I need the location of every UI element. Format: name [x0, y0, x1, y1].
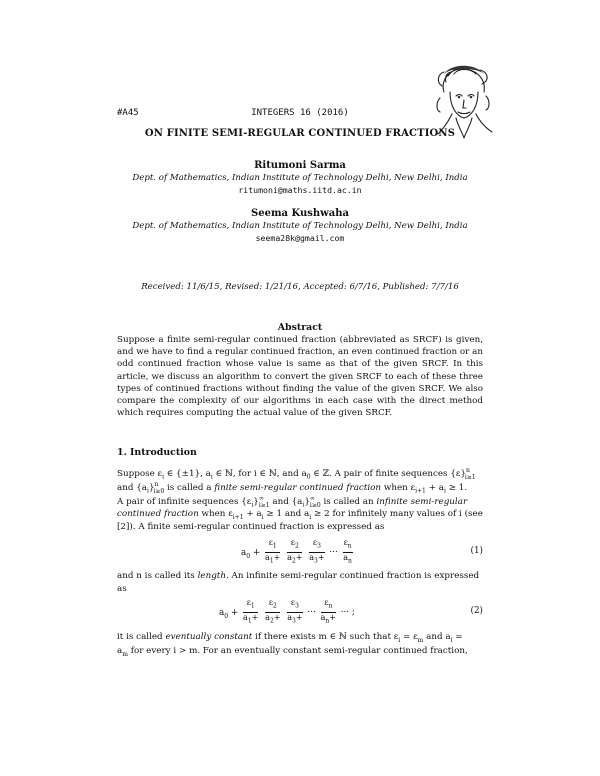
article-number: #A45: [117, 108, 139, 118]
journal-volume: INTEGERS 16 (2016): [251, 108, 349, 118]
body-line-8: it is called eventually constant if there exists m ∈ ℕ such that $\varepsilon_i = \varepsilon_m$ and $a_i$ =: [117, 632, 463, 644]
author-name-1: Ritumoni Sarma: [254, 160, 346, 171]
author-name-2: Seema Kushwaha: [251, 208, 349, 219]
body-line-6: and n is called its length. An infinite semi-regular continued fraction is expressed: [117, 571, 480, 581]
equation-2-number: (2): [470, 606, 483, 616]
author-email-2[interactable]: seema28k@gmail.com: [255, 233, 345, 243]
author-affiliation-1: Dept. of Mathematics, Indian Institute of Technology Delhi, New Delhi, India: [132, 173, 468, 183]
author-email-1[interactable]: ritumoni@maths.iitd.ac.in: [238, 185, 362, 195]
body-line-5: [2]). A finite semi-regular continued fraction is expressed as: [117, 522, 385, 532]
equation-1-number: (1): [470, 546, 483, 556]
abstract-heading: Abstract: [277, 322, 323, 333]
body-line-4: continued fraction when $\varepsilon_{i+1} + a_i \ge 1$ and $a_i \ge 2$ for infinitely many values of i (see: [117, 509, 483, 521]
submission-dates: Received: 11/6/15, Revised: 1/21/16, Accepted: 6/7/16, Published: 7/7/16: [141, 282, 459, 292]
paper-title: ON FINITE SEMI-REGULAR CONTINUED FRACTIONS: [144, 128, 456, 139]
body-line-7: as: [117, 584, 127, 594]
equation-1: $a_0$ + $\frac{\varepsilon_1}{a_1+}$ $\frac{\varepsilon_2}{a_2+}$ $\frac{\varepsilon_3}{a_3+}$ ··· $\frac{\varepsilon_n}{a_n}$ (1): [241, 538, 483, 565]
body-line-9: $a_m$ for every i > m. For an eventually constant semi-regular continued fraction,: [117, 646, 468, 658]
section-heading: 1. Introduction: [117, 447, 197, 458]
author-affiliation-2: Dept. of Mathematics, Indian Institute of Technology Delhi, New Delhi, India: [132, 221, 468, 231]
abstract-text: Suppose a finite semi-regular continued fraction (abbreviated as SRCF) is given, and we have to find a regular continued fraction, an even continued fraction or an odd continued fraction whose value is same as that of the given SRCF. In this article, we discuss an algorithm to convert the given SRCF to each of these three types of continued fractions without finding the value of the given SRCF. We also compare the complexity of our algorithms in each case with the direct method which requires computing the actual value of the given SRCF.: [117, 335, 483, 419]
equation-2: $a_0$ + $\frac{\varepsilon_1}{a_1+}$ $\frac{\varepsilon_2}{a_2+}$ $\frac{\varepsilon_3}{a_3+}$ ··· $\frac{\varepsilon_n}{a_n+}$ ··· ; (2): [219, 598, 483, 625]
body-line-1: Suppose $\varepsilon_i$ ∈ {±1}, $a_i$ ∈ ℕ, for i ∈ ℕ, and $a_0$ ∈ ℤ. A pair of finite sequences $\{\varepsilon\}^n_{i\ge 1}$: [117, 467, 476, 481]
body-line-2: and $\{a_i\}^n_{i\ge 0}$ is called a finite semi-regular continued fraction when $\varepsilon_{i+1} + a_i \ge 1$.: [117, 481, 468, 495]
body-line-3: A pair of infinite sequences $\{\varepsilon_i\}^\infty_{i\ge 1}$ and $\{a_i\}^\infty_{i\ge 0}$ is called an infinite semi-regular: [117, 495, 468, 509]
